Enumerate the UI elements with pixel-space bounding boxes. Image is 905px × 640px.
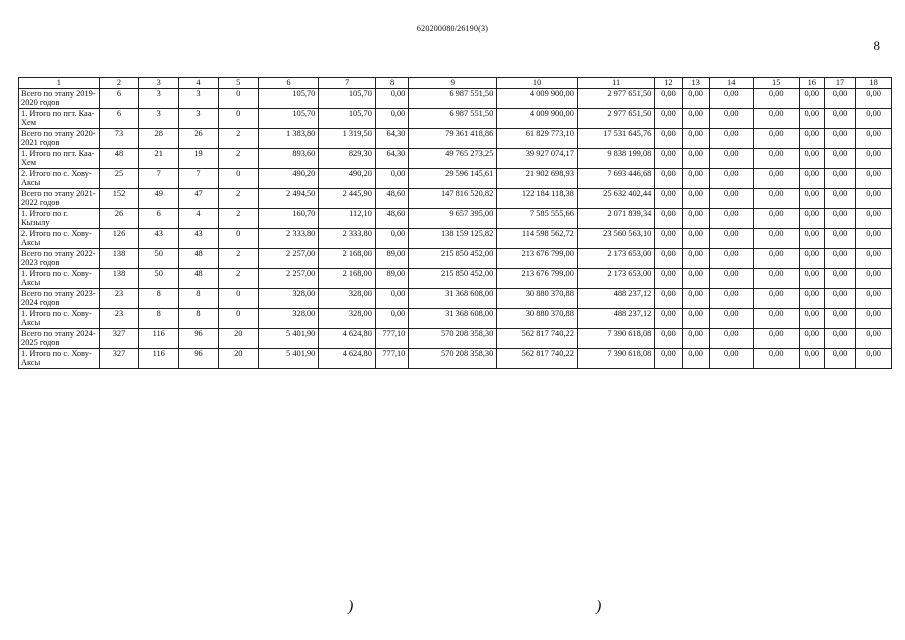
table-cell: 213 676 799,00 [497, 269, 578, 289]
table-cell: 0,00 [709, 269, 753, 289]
row-label-cell: 1. Итого по с. Хову-Аксы [19, 349, 100, 369]
column-header: 1 [19, 78, 100, 89]
table-cell: 28 [139, 129, 179, 149]
column-header: 14 [709, 78, 753, 89]
table-row [19, 169, 892, 189]
table-cell: 2 977 651,50 [577, 89, 654, 109]
table-body [19, 89, 892, 369]
table-cell: 8 [179, 309, 219, 329]
table-cell: 4 009 900,00 [497, 89, 578, 109]
table-cell: 6 [99, 109, 139, 129]
table-cell: 0,00 [753, 129, 799, 149]
table-cell: 0,00 [824, 129, 855, 149]
table-cell: 2 977 651,50 [577, 109, 654, 129]
table-cell: 89,00 [375, 249, 408, 269]
table-cell: 48,60 [375, 209, 408, 229]
table-cell: 2 257,00 [258, 269, 319, 289]
table-cell: 0,00 [709, 229, 753, 249]
table-cell: 0,00 [655, 189, 682, 209]
table-cell: 21 [139, 149, 179, 169]
table-cell: 19 [179, 149, 219, 169]
table-cell: 29 596 145,61 [409, 169, 497, 189]
table-cell: 0,00 [682, 329, 709, 349]
table-cell: 0,00 [709, 329, 753, 349]
table-cell: 0,00 [709, 349, 753, 369]
table-cell: 0,00 [824, 89, 855, 109]
table-cell: 0,00 [753, 249, 799, 269]
table-row [19, 129, 892, 149]
table-cell: 327 [99, 349, 139, 369]
table-cell: 328,00 [319, 289, 376, 309]
table-cell: 0,00 [799, 349, 824, 369]
table-cell: 0,00 [824, 149, 855, 169]
table-cell: 0,00 [799, 249, 824, 269]
column-header: 6 [258, 78, 319, 89]
table-cell: 79 361 418,86 [409, 129, 497, 149]
column-header: 5 [218, 78, 258, 89]
table-cell: 0,00 [655, 109, 682, 129]
table-cell: 49 765 273,25 [409, 149, 497, 169]
table-cell: 0,00 [753, 229, 799, 249]
table-cell: 7 [179, 169, 219, 189]
table-cell: 122 184 118,38 [497, 189, 578, 209]
table-header-row [19, 78, 892, 89]
table-cell: 2 333,80 [258, 229, 319, 249]
row-label-cell: 1. Итого по с. Хову-Аксы [19, 269, 100, 289]
table-cell: 0,00 [799, 149, 824, 169]
table-cell: 488 237,12 [577, 309, 654, 329]
column-header: 15 [753, 78, 799, 89]
table-cell: 0,00 [753, 289, 799, 309]
table-cell: 0,00 [709, 169, 753, 189]
table-cell: 0,00 [824, 169, 855, 189]
table-cell: 6 987 551,50 [409, 109, 497, 129]
table-cell: 0,00 [856, 209, 892, 229]
table-cell: 39 927 074,17 [497, 149, 578, 169]
table-cell: 0,00 [655, 249, 682, 269]
table-cell: 3 [179, 89, 219, 109]
table-cell: 4 624,80 [319, 349, 376, 369]
table-cell: 7 693 446,68 [577, 169, 654, 189]
table-cell: 6 [99, 89, 139, 109]
document-id: 620200080/26190(3) [416, 24, 489, 33]
table-cell: 0,00 [655, 169, 682, 189]
table-cell: 4 009 900,00 [497, 109, 578, 129]
column-header: 3 [139, 78, 179, 89]
table-cell: 126 [99, 229, 139, 249]
table-row [19, 149, 892, 169]
data-table [18, 77, 892, 369]
table-cell: 49 [139, 189, 179, 209]
table-cell: 48 [99, 149, 139, 169]
table-row [19, 189, 892, 209]
table-cell: 96 [179, 349, 219, 369]
table-row [19, 109, 892, 129]
table-cell: 30 880 370,88 [497, 309, 578, 329]
table-cell: 0,00 [682, 229, 709, 249]
table-cell: 0,00 [824, 109, 855, 129]
table-cell: 7 390 618,08 [577, 329, 654, 349]
column-header: 18 [856, 78, 892, 89]
table-cell: 0,00 [799, 89, 824, 109]
row-label-cell: Всего по этапу 2022-2023 годов [19, 249, 100, 269]
table-cell: 152 [99, 189, 139, 209]
table-cell: 2 071 839,34 [577, 209, 654, 229]
table-cell: 2 [218, 209, 258, 229]
table-cell: 20 [218, 349, 258, 369]
table-cell: 0 [218, 229, 258, 249]
table-cell: 7 390 618,08 [577, 349, 654, 369]
table-cell: 9 657 395,00 [409, 209, 497, 229]
table-cell: 0,00 [709, 109, 753, 129]
table-cell: 0,00 [655, 209, 682, 229]
column-header: 7 [319, 78, 376, 89]
table-cell: 0,00 [856, 289, 892, 309]
table-cell: 0,00 [753, 269, 799, 289]
table-cell: 0,00 [856, 129, 892, 149]
table-cell: 562 817 740,22 [497, 329, 578, 349]
table-cell: 6 987 551,50 [409, 89, 497, 109]
table-cell: 0,00 [753, 109, 799, 129]
table-cell: 0 [218, 89, 258, 109]
table-cell: 0,00 [709, 189, 753, 209]
table-cell: 0,00 [856, 109, 892, 129]
table-cell: 215 850 452,00 [409, 249, 497, 269]
table-cell: 0,00 [799, 269, 824, 289]
table-cell: 0,00 [709, 309, 753, 329]
table-cell: 0,00 [856, 169, 892, 189]
table-cell: 0,00 [856, 229, 892, 249]
table-cell: 0,00 [753, 349, 799, 369]
table-cell: 7 585 555,66 [497, 209, 578, 229]
table-cell: 116 [139, 349, 179, 369]
table-cell: 0,00 [856, 89, 892, 109]
column-header: 4 [179, 78, 219, 89]
table-cell: 64,30 [375, 129, 408, 149]
table-cell: 112,10 [319, 209, 376, 229]
column-header: 16 [799, 78, 824, 89]
table-cell: 0,00 [682, 189, 709, 209]
table-cell: 0,00 [375, 169, 408, 189]
table-row [19, 89, 892, 109]
row-label-cell: 2. Итого по с. Хову-Аксы [19, 169, 100, 189]
table-cell: 0,00 [375, 229, 408, 249]
table-cell: 0,00 [682, 289, 709, 309]
table-cell: 0 [218, 309, 258, 329]
column-header: 13 [682, 78, 709, 89]
table-cell: 488 237,12 [577, 289, 654, 309]
table-cell: 0,00 [856, 309, 892, 329]
table-cell: 0,00 [709, 209, 753, 229]
table-cell: 0,00 [375, 289, 408, 309]
table-cell: 0,00 [799, 229, 824, 249]
table-cell: 50 [139, 269, 179, 289]
table-cell: 43 [139, 229, 179, 249]
table-cell: 0,00 [375, 89, 408, 109]
handwritten-mark-left: ) [348, 598, 354, 615]
table-cell: 2 168,00 [319, 249, 376, 269]
table-cell: 327 [99, 329, 139, 349]
table-cell: 0,00 [709, 249, 753, 269]
table-cell: 777,10 [375, 329, 408, 349]
table-cell: 2 494,50 [258, 189, 319, 209]
table-cell: 26 [179, 129, 219, 149]
table-cell: 105,70 [258, 89, 319, 109]
table-cell: 0,00 [824, 189, 855, 209]
table-cell: 31 368 608,00 [409, 309, 497, 329]
page-number: 8 [873, 38, 880, 53]
table-cell: 0,00 [375, 109, 408, 129]
table-cell: 5 401,90 [258, 349, 319, 369]
table-cell: 328,00 [258, 309, 319, 329]
table-cell: 893,60 [258, 149, 319, 169]
table-cell: 0 [218, 289, 258, 309]
table-cell: 47 [179, 189, 219, 209]
table-cell: 328,00 [319, 309, 376, 329]
table-cell: 8 [139, 289, 179, 309]
table-cell: 0,00 [753, 329, 799, 349]
table-cell: 0,00 [824, 229, 855, 249]
table-cell: 0,00 [753, 209, 799, 229]
table-cell: 0,00 [799, 289, 824, 309]
table-cell: 73 [99, 129, 139, 149]
table-cell: 0,00 [799, 209, 824, 229]
table-cell: 3 [139, 89, 179, 109]
column-header: 9 [409, 78, 497, 89]
table-cell: 0,00 [799, 189, 824, 209]
table-cell: 0,00 [753, 89, 799, 109]
table-cell: 89,00 [375, 269, 408, 289]
table-cell: 116 [139, 329, 179, 349]
row-label-cell: 1. Итого по пгт. Каа-Хем [19, 109, 100, 129]
table-cell: 160,70 [258, 209, 319, 229]
row-label-cell: Всего по этапу 2020-2021 годов [19, 129, 100, 149]
table-cell: 2 173 653,00 [577, 249, 654, 269]
table-cell: 21 902 698,93 [497, 169, 578, 189]
table-cell: 2 [218, 129, 258, 149]
table-cell: 7 [139, 169, 179, 189]
table-cell: 17 531 645,76 [577, 129, 654, 149]
table-cell: 2 173 653,00 [577, 269, 654, 289]
table-row [19, 289, 892, 309]
table-cell: 490,20 [319, 169, 376, 189]
table-cell: 0,00 [655, 329, 682, 349]
table-cell: 105,70 [319, 109, 376, 129]
table-cell: 8 [139, 309, 179, 329]
table-cell: 3 [179, 109, 219, 129]
table-cell: 0,00 [824, 249, 855, 269]
table-cell: 6 [139, 209, 179, 229]
table-cell: 777,10 [375, 349, 408, 369]
table-cell: 562 817 740,22 [497, 349, 578, 369]
table-cell: 0,00 [856, 249, 892, 269]
table-cell: 0,00 [856, 149, 892, 169]
table-cell: 0,00 [682, 149, 709, 169]
table-cell: 4 [179, 209, 219, 229]
row-label-cell: Всего по этапу 2019-2020 годов [19, 89, 100, 109]
table-cell: 9 838 199,08 [577, 149, 654, 169]
column-header: 2 [99, 78, 139, 89]
table-cell: 0,00 [824, 289, 855, 309]
table-cell: 0,00 [856, 269, 892, 289]
table-cell: 0,00 [856, 349, 892, 369]
table-cell: 0,00 [682, 269, 709, 289]
table-cell: 30 880 370,88 [497, 289, 578, 309]
table-cell: 0,00 [682, 249, 709, 269]
column-header: 17 [824, 78, 855, 89]
row-label-cell: Всего по этапу 2021-2022 годов [19, 189, 100, 209]
table-cell: 23 [99, 309, 139, 329]
table-cell: 0,00 [655, 149, 682, 169]
table-cell: 0,00 [655, 89, 682, 109]
table-cell: 0,00 [824, 349, 855, 369]
table-cell: 2 257,00 [258, 249, 319, 269]
row-label-cell: 2. Итого по с. Хову-Аксы [19, 229, 100, 249]
table-cell: 61 829 773,10 [497, 129, 578, 149]
table-cell: 0,00 [799, 169, 824, 189]
table-cell: 20 [218, 329, 258, 349]
table-cell: 0,00 [682, 169, 709, 189]
table-cell: 1 383,80 [258, 129, 319, 149]
table-cell: 48,60 [375, 189, 408, 209]
table-cell: 96 [179, 329, 219, 349]
table-cell: 4 624,80 [319, 329, 376, 349]
row-label-cell: Всего по этапу 2024-2025 годов [19, 329, 100, 349]
table-cell: 0,00 [753, 189, 799, 209]
table-cell: 829,30 [319, 149, 376, 169]
table-cell: 0,00 [856, 189, 892, 209]
column-header: 8 [375, 78, 408, 89]
table-cell: 0,00 [655, 129, 682, 149]
table-cell: 0,00 [753, 149, 799, 169]
table-cell: 0,00 [682, 89, 709, 109]
table-row [19, 329, 892, 349]
table-row [19, 309, 892, 329]
table-cell: 0,00 [753, 309, 799, 329]
table-cell: 0,00 [709, 129, 753, 149]
handwritten-mark-right: ) [596, 598, 602, 615]
table-cell: 105,70 [319, 89, 376, 109]
table-cell: 570 208 358,30 [409, 349, 497, 369]
table-cell: 3 [139, 109, 179, 129]
table-cell: 138 159 125,82 [409, 229, 497, 249]
table-cell: 0,00 [824, 209, 855, 229]
table-cell: 105,70 [258, 109, 319, 129]
table-cell: 2 [218, 269, 258, 289]
table-cell: 0,00 [824, 309, 855, 329]
table-cell: 2 445,90 [319, 189, 376, 209]
table-cell: 0,00 [682, 109, 709, 129]
table-row [19, 269, 892, 289]
table-cell: 328,00 [258, 289, 319, 309]
table-cell: 0,00 [799, 309, 824, 329]
table-cell: 0,00 [682, 349, 709, 369]
table-cell: 0,00 [682, 209, 709, 229]
table-cell: 0,00 [709, 289, 753, 309]
table-cell: 8 [179, 289, 219, 309]
table-cell: 0,00 [824, 329, 855, 349]
table-cell: 0 [218, 109, 258, 129]
table-cell: 0,00 [682, 309, 709, 329]
table-cell: 0,00 [753, 169, 799, 189]
row-label-cell: 1. Итого по г. Кызылу [19, 209, 100, 229]
table-cell: 31 368 608,00 [409, 289, 497, 309]
table-cell: 0,00 [799, 129, 824, 149]
table-cell: 0,00 [375, 309, 408, 329]
table-row [19, 349, 892, 369]
table-cell: 43 [179, 229, 219, 249]
table-cell: 64,30 [375, 149, 408, 169]
table-cell: 0,00 [655, 269, 682, 289]
table-cell: 114 598 562,72 [497, 229, 578, 249]
table-cell: 1 319,50 [319, 129, 376, 149]
table-cell: 0,00 [799, 329, 824, 349]
table-cell: 25 632 402,44 [577, 189, 654, 209]
column-header: 11 [577, 78, 654, 89]
table-cell: 0,00 [655, 289, 682, 309]
table-cell: 5 401,90 [258, 329, 319, 349]
table-row [19, 209, 892, 229]
table-cell: 25 [99, 169, 139, 189]
table-cell: 0,00 [655, 309, 682, 329]
row-label-cell: 1. Итого по с. Хову-Аксы [19, 309, 100, 329]
table-cell: 0,00 [856, 329, 892, 349]
table-cell: 2 [218, 249, 258, 269]
table-cell: 50 [139, 249, 179, 269]
table-cell: 23 [99, 289, 139, 309]
row-label-cell: Всего по этапу 2023-2024 годов [19, 289, 100, 309]
table-cell: 147 816 520,82 [409, 189, 497, 209]
table-cell: 48 [179, 269, 219, 289]
table-cell: 48 [179, 249, 219, 269]
table-row [19, 249, 892, 269]
table-cell: 213 676 799,00 [497, 249, 578, 269]
table-cell: 0,00 [799, 109, 824, 129]
table-cell: 138 [99, 249, 139, 269]
table-cell: 26 [99, 209, 139, 229]
table-cell: 0,00 [709, 89, 753, 109]
column-header: 12 [655, 78, 682, 89]
table-cell: 0,00 [824, 269, 855, 289]
table-cell: 215 850 452,00 [409, 269, 497, 289]
table-cell: 138 [99, 269, 139, 289]
row-label-cell: 1. Итого по пгт. Каа-Хем [19, 149, 100, 169]
table-row [19, 229, 892, 249]
table-cell: 2 [218, 189, 258, 209]
table-cell: 0 [218, 169, 258, 189]
table-cell: 0,00 [655, 349, 682, 369]
table-cell: 2 168,00 [319, 269, 376, 289]
table-cell: 490,20 [258, 169, 319, 189]
table-cell: 0,00 [709, 149, 753, 169]
table-cell: 0,00 [655, 229, 682, 249]
table-cell: 0,00 [682, 129, 709, 149]
table-cell: 23 560 563,10 [577, 229, 654, 249]
column-header: 10 [497, 78, 578, 89]
table-cell: 2 333,80 [319, 229, 376, 249]
table-cell: 2 [218, 149, 258, 169]
table-cell: 570 208 358,30 [409, 329, 497, 349]
